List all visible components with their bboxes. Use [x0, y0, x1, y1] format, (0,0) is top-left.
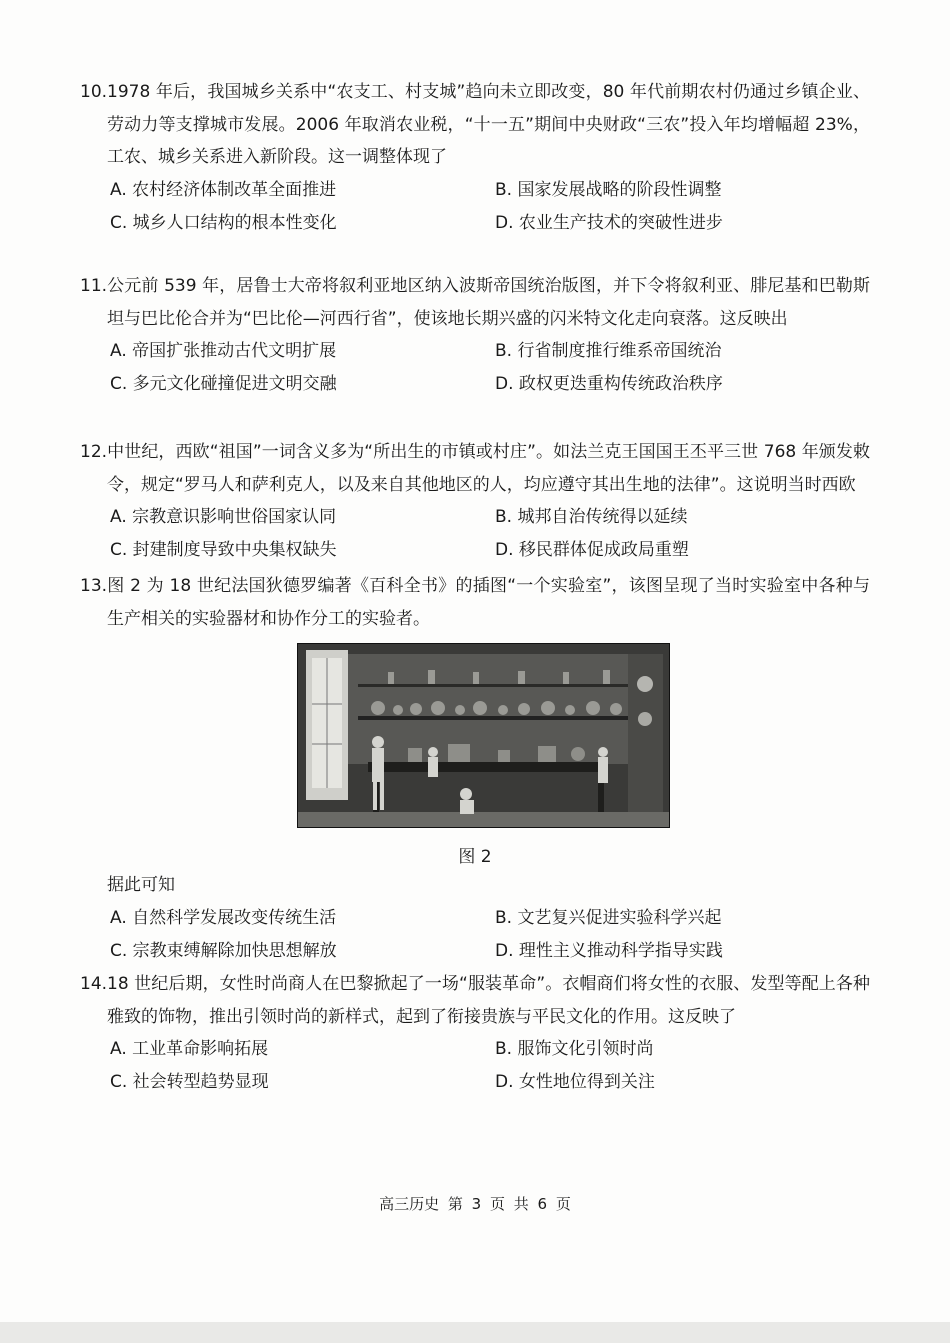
options [80, 174, 870, 240]
option-c: C. 多元文化碰撞促进文明交融 [110, 374, 337, 394]
question-13-options-block [80, 869, 870, 968]
laboratory-illustration [297, 643, 670, 828]
option-b: B. 文艺复兴促进实验科学兴起 [495, 907, 722, 928]
question-number: 10. [80, 82, 108, 102]
question-number: 13. [80, 576, 108, 596]
options [80, 1033, 870, 1099]
option-b: B. 城邦自治传统得以延续 [495, 507, 688, 527]
question-12 [80, 436, 870, 567]
question-14 [80, 968, 870, 1099]
question-number: 14. [80, 974, 108, 994]
option-d: D. 理性主义推动科学指导实践 [495, 940, 723, 961]
option-a: A. 农村经济体制改革全面推进 [110, 179, 337, 200]
question-stem: 11.公元前 539 年，居鲁士大帝将叙利亚地区纳入波斯帝国统治版图，并下令将叙利亚、腓尼基和巴勒斯坦与巴比伦合并为“巴比伦—河西行省”，使该地长期兴盛的闪米特文化走向衰落。这反映出 [80, 276, 870, 329]
option-a: A. 自然科学发展改变传统生活 [110, 907, 337, 928]
question-stem: 14.18 世纪后期，女性时尚商人在巴黎掀起了一场“服装革命”。衣帽商们将女性的衣服、发型等配上各种雅致的饰物，推出引领时尚的新样式，起到了衔接贵族与平民文化的作用。这反映了 [80, 974, 870, 1027]
option-b: B. 服饰文化引领时尚 [495, 1039, 654, 1059]
option-a: A. 宗教意识影响世俗国家认同 [110, 507, 337, 527]
question-11 [80, 270, 870, 401]
page-footer: 高三历史 第 3 页 共 6 页 [379, 1195, 571, 1213]
option-d: D. 农业生产技术的突破性进步 [495, 212, 723, 233]
option-d: D. 政权更迭重构传统政治秩序 [495, 374, 723, 394]
question-number: 12. [80, 442, 108, 462]
option-c: C. 封建制度导致中央集权缺失 [110, 540, 337, 560]
question-lead-text: 据此可知 [107, 875, 175, 895]
question-stem: 12.中世纪，西欧“祖国”一词含义多为“所出生的市镇或村庄”。如法兰克王国国王丕平三世 768 年颁发敕令，规定“罗马人和萨利克人，以及来自其他地区的人，均应遵守其出生地的法律”。这说明当时西欧 [80, 442, 870, 495]
option-b: B. 行省制度推行维系帝国统治 [495, 341, 722, 361]
option-d: D. 女性地位得到关注 [495, 1072, 655, 1092]
scan-edge [0, 1322, 950, 1343]
option-b: B. 国家发展战略的阶段性调整 [495, 179, 722, 200]
options [80, 501, 870, 567]
question-stem: 13.图 2 为 18 世纪法国狄德罗编著《百科全书》的插图“一个实验室”，该图呈现了当时实验室中各种与生产相关的实验器材和协作分工的实验者。 [80, 576, 870, 629]
option-a: A. 工业革命影响拓展 [110, 1039, 269, 1059]
option-d: D. 移民群体促成政局重塑 [495, 540, 689, 560]
question-stem: 10.1978 年后，我国城乡关系中“农支工、村支城”趋向未立即改变，80 年代前期农村仍通过乡镇企业、劳动力等支撑城市发展。2006 年取消农业税，“十一五”期间中央财政“三农”投入年均增幅超 23%，工农、城乡关系进入新阶段。这一调整体现了 [80, 82, 870, 167]
question-13 [80, 570, 870, 635]
question-number: 11. [80, 276, 108, 296]
options [80, 335, 870, 401]
option-c: C. 宗教束缚解除加快思想解放 [110, 940, 337, 961]
option-a: A. 帝国扩张推动古代文明扩展 [110, 341, 337, 361]
figure-caption: 图 2 [458, 847, 492, 867]
option-c: C. 城乡人口结构的根本性变化 [110, 212, 337, 233]
option-c: C. 社会转型趋势显现 [110, 1072, 269, 1092]
laboratory-engraving-image [298, 644, 669, 827]
options [80, 902, 870, 968]
question-10 [80, 76, 870, 240]
